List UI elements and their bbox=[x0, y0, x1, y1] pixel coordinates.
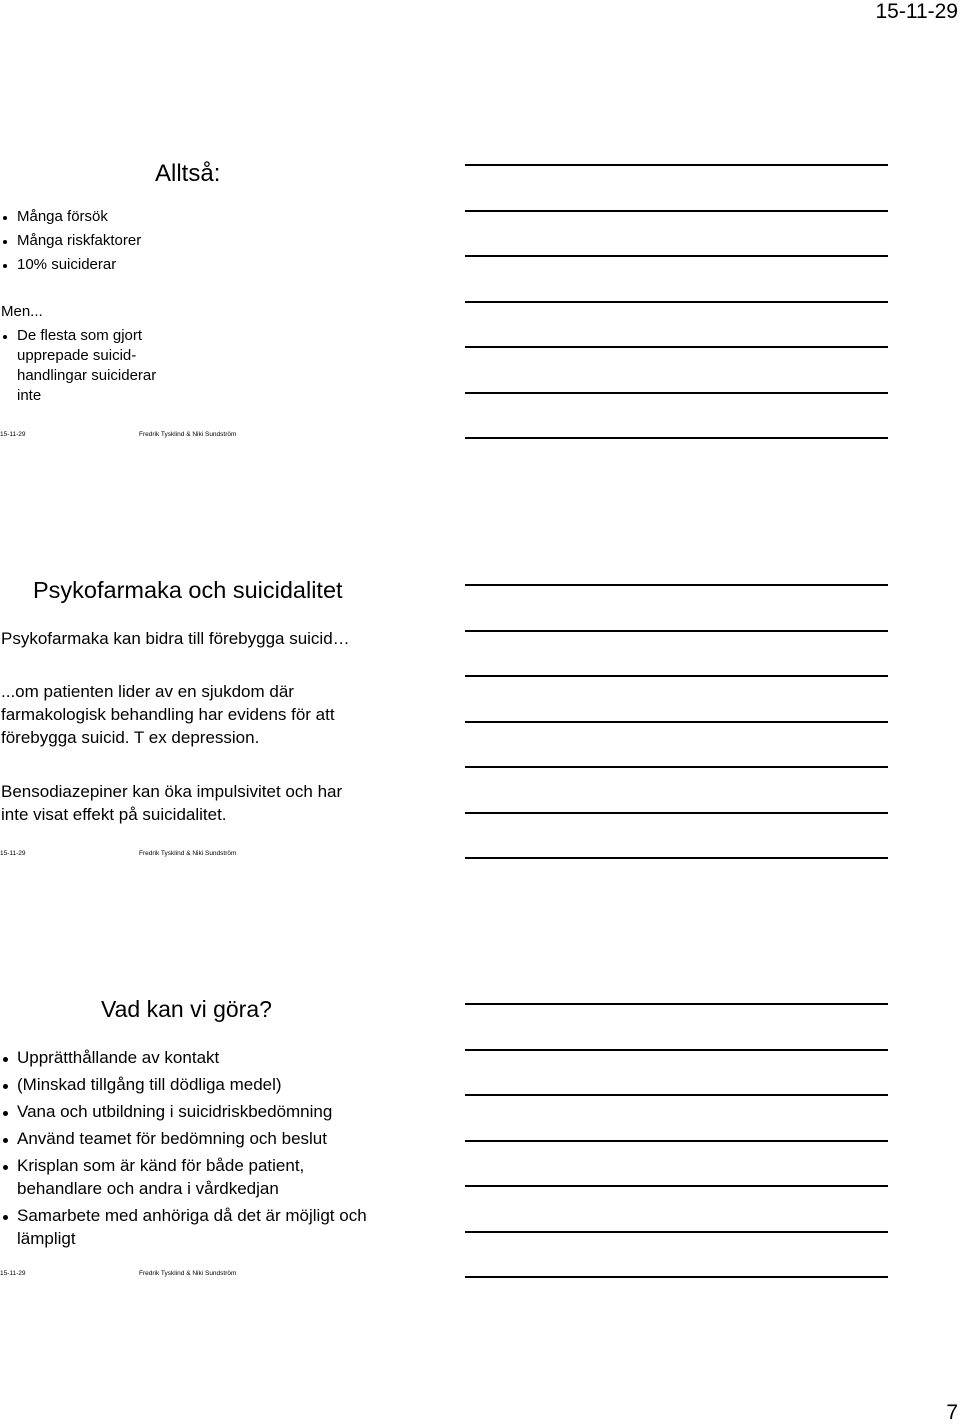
note-line bbox=[465, 721, 888, 723]
bullet-item bbox=[0, 1102, 332, 1122]
bullet-text: lämpligt bbox=[17, 1229, 76, 1248]
paragraph-line: ...om patienten lider av en sjukdom där bbox=[1, 682, 294, 701]
bullet-text: De flesta som gjort bbox=[17, 327, 143, 344]
bullet-text: upprepade suicid- bbox=[17, 347, 137, 364]
note-line bbox=[465, 255, 888, 257]
slide-title: Psykofarmaka och suicidalitet bbox=[33, 577, 343, 603]
bullet-continuation bbox=[0, 367, 156, 385]
bullet-item bbox=[0, 1206, 367, 1226]
slide-title: Vad kan vi göra? bbox=[101, 996, 272, 1022]
bullet-text: Många försök bbox=[17, 208, 108, 225]
bullet-icon bbox=[3, 240, 7, 244]
slide-footer-authors: Fredrik Tysklind & Niki Sundström bbox=[139, 431, 237, 438]
note-line bbox=[465, 766, 888, 768]
bullet-icon bbox=[3, 1111, 8, 1116]
bullet-item bbox=[0, 1075, 282, 1095]
bullet-continuation bbox=[0, 1179, 279, 1199]
bullet-icon bbox=[3, 1084, 8, 1089]
paragraph-line: inte visat effekt på suicidalitet. bbox=[1, 805, 227, 824]
bullet-icon bbox=[3, 335, 7, 339]
note-line bbox=[465, 1094, 888, 1096]
bullet-item bbox=[0, 1156, 304, 1176]
note-line bbox=[465, 1003, 888, 1005]
slide-title: Alltså: bbox=[155, 160, 221, 187]
bullet-text: Krisplan som är känd för både patient, bbox=[17, 1156, 305, 1175]
bullet-text: Använd teamet för bedömning och beslut bbox=[17, 1129, 327, 1148]
bullet-icon bbox=[3, 264, 7, 268]
note-line bbox=[465, 630, 888, 632]
slide-footer-date: 15-11-29 bbox=[0, 850, 26, 857]
bullet-text: behandlare och andra i vårdkedjan bbox=[17, 1179, 279, 1198]
bullet-continuation bbox=[0, 347, 136, 365]
note-line bbox=[465, 584, 888, 586]
bullet-text: Många riskfaktorer bbox=[17, 232, 142, 249]
paragraph-line: farmakologisk behandling har evidens för att bbox=[1, 705, 335, 724]
intro-text: Men... bbox=[1, 303, 43, 320]
note-line bbox=[465, 1185, 888, 1187]
note-line bbox=[465, 675, 888, 677]
bullet-item bbox=[0, 1048, 219, 1068]
paragraph-line: Psykofarmaka kan bidra till förebygga suicid… bbox=[1, 629, 350, 648]
note-line bbox=[465, 164, 888, 166]
paragraph-line: Bensodiazepiner kan öka impulsivitet och har bbox=[1, 782, 343, 801]
bullet-continuation bbox=[0, 387, 41, 405]
bullet-item bbox=[0, 256, 116, 274]
slide-footer-authors: Fredrik Tysklind & Niki Sundström bbox=[139, 850, 237, 857]
bullet-text: Samarbete med anhöriga då det är möjligt och bbox=[17, 1206, 367, 1225]
bullet-item bbox=[0, 232, 141, 250]
bullet-icon bbox=[3, 1057, 8, 1062]
note-line bbox=[465, 1276, 888, 1278]
note-line bbox=[465, 392, 888, 394]
paragraph-line: förebygga suicid. T ex depression. bbox=[1, 728, 260, 747]
bullet-text: inte bbox=[17, 387, 42, 404]
bullet-icon bbox=[3, 1165, 8, 1170]
bullet-item bbox=[0, 1129, 327, 1149]
bullet-icon bbox=[3, 1215, 8, 1220]
bullet-item bbox=[0, 327, 142, 345]
bullet-text: (Minskad tillgång till dödliga medel) bbox=[17, 1075, 282, 1094]
bullet-text: handlingar suiciderar bbox=[17, 367, 157, 384]
bullet-text: Upprätthållande av kontakt bbox=[17, 1048, 220, 1067]
bullet-icon bbox=[3, 1138, 8, 1143]
note-line bbox=[465, 346, 888, 348]
note-line bbox=[465, 210, 888, 212]
note-line bbox=[465, 1140, 888, 1142]
note-line bbox=[465, 812, 888, 814]
note-line bbox=[465, 437, 888, 439]
note-line bbox=[465, 1231, 888, 1233]
bullet-icon bbox=[3, 216, 7, 220]
note-line bbox=[465, 857, 888, 859]
bullet-text: 10% suiciderar bbox=[17, 256, 117, 273]
header-date: 15-11-29 bbox=[875, 0, 958, 23]
page-number: 7 bbox=[946, 1401, 958, 1424]
slide-footer-authors: Fredrik Tysklind & Niki Sundström bbox=[139, 1270, 237, 1277]
bullet-continuation bbox=[0, 1229, 76, 1249]
slide-footer-date: 15-11-29 bbox=[0, 431, 26, 438]
bullet-text: Vana och utbildning i suicidriskbedömning bbox=[17, 1102, 333, 1121]
bullet-item bbox=[0, 208, 108, 226]
note-line bbox=[465, 1049, 888, 1051]
note-line bbox=[465, 301, 888, 303]
slide-footer-date: 15-11-29 bbox=[0, 1270, 26, 1277]
